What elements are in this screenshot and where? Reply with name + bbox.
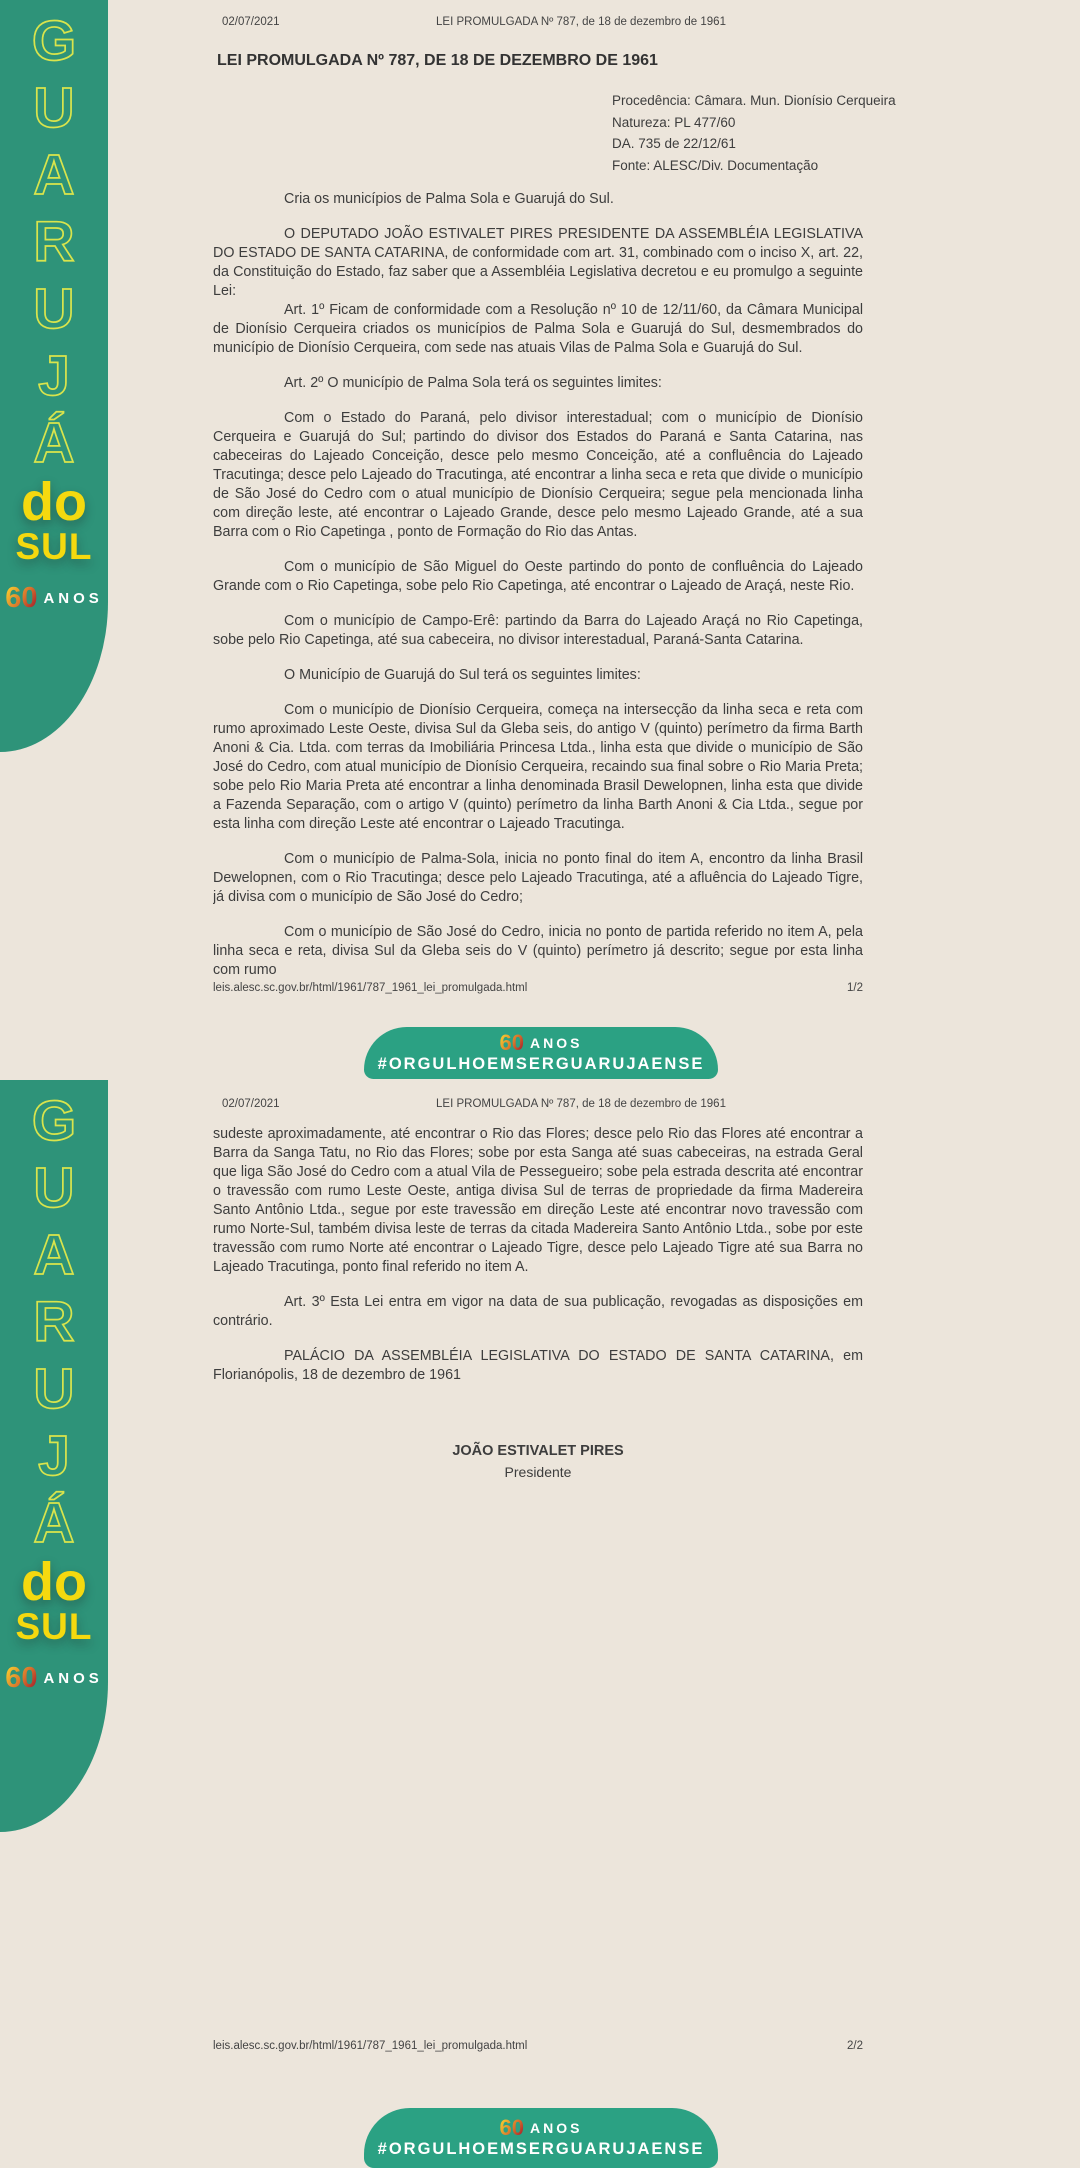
anos-60-logo <box>500 1032 583 1054</box>
outline-letter: A <box>33 1223 75 1287</box>
outline-letter: U <box>33 76 75 140</box>
law-text <box>213 1125 863 1385</box>
anos-60-logo <box>0 584 108 613</box>
print-header <box>213 16 949 28</box>
do-label: do <box>21 472 87 532</box>
header-title: LEI PROMULGADA Nº 787, de 18 de dezembro de 1961 <box>436 16 726 28</box>
metadata-line: DA. 735 de 22/12/61 <box>612 136 736 151</box>
signature-block <box>213 1441 863 1483</box>
print-header <box>213 1098 949 1110</box>
footer-page-number: 1/2 <box>847 982 863 994</box>
outline-letter: Á <box>33 1491 75 1555</box>
outline-letter: G <box>31 9 77 73</box>
outline-letter: U <box>33 1357 75 1421</box>
law-title: LEI PROMULGADA Nº 787, DE 18 DE DEZEMBRO DE 1961 <box>217 52 658 69</box>
body-paragraph: Com o município de Dionísio Cerqueira, começa na intersecção da linha seca e reta com rumo aproximado Leste Oeste, divisa Sul da Gleba seis, do antigo V (quinto) perímetro da firma Barth Anoni & Cia. Ltda. com terras da Imobiliária Princesa Ltda., linha esta que divide o município de São José do Cedro, com atual município de Dionísio Cerqueira, recaindo sua final sobre o Rio Maria Preta; sobe pelo Rio Maria Preta até encontrar a linha denominada Brasil Dewelopnen, linha esta que divide a Fazenda Separação, com o artigo V (quinto) perímetro da linha Barth Anoni & Cia Ltda., segue por esta linha com direção Leste até encontrar o Lajeado Tracutinga. <box>213 702 863 832</box>
sul-label: SUL <box>15 1606 93 1647</box>
outline-letter: R <box>33 1290 75 1354</box>
banner-hashtag: #ORGULHOEMSERGUARUJAENSE <box>377 2140 705 2158</box>
do-label: do <box>21 1552 87 1612</box>
header-title: LEI PROMULGADA Nº 787, de 18 de dezembro de 1961 <box>436 1098 726 1110</box>
metadata-line: Procedência: Câmara. Mun. Dionísio Cerqueira <box>612 93 896 108</box>
header-date: 02/07/2021 <box>222 1098 280 1110</box>
anos-60-logo <box>0 1664 108 1693</box>
number-60-icon: 60 <box>5 1662 38 1694</box>
outline-letter: J <box>38 344 70 408</box>
body-paragraph: O Município de Guarujá do Sul terá os seguintes limites: <box>284 667 641 683</box>
body-paragraph: PALÁCIO DA ASSEMBLÉIA LEGISLATIVA DO ESTADO DE SANTA CATARINA, em Florianópolis, 18 de dezembro de 1961 <box>213 1348 863 1383</box>
outline-letter: J <box>38 1424 70 1488</box>
number-60-icon: 60 <box>499 1030 525 1055</box>
guaruja-sidebar-band <box>0 0 108 752</box>
body-paragraph: Art. 3º Esta Lei entra em vigor na data de sua publicação, revogadas as disposições em contrário. <box>213 1294 863 1329</box>
outline-letter: A <box>33 143 75 207</box>
page-2-body <box>213 1125 863 1483</box>
law-text <box>213 225 863 980</box>
guaruja-sidebar-band <box>0 1080 108 1832</box>
anos-label: ANOS <box>530 1035 583 1051</box>
footer-url: leis.alesc.sc.gov.br/html/1961/787_1961_lei_promulgada.html <box>213 2040 528 2052</box>
body-paragraph: Art. 2º O município de Palma Sola terá os seguintes limites: <box>284 375 662 391</box>
document-page-2 <box>0 1080 1080 2160</box>
anos-label: ANOS <box>530 2120 583 2136</box>
number-60-icon: 60 <box>5 582 38 614</box>
body-paragraph: O DEPUTADO JOÃO ESTIVALET PIRES PRESIDENTE DA ASSEMBLÉIA LEGISLATIVA DO ESTADO DE SANTA CATARINA, de conformidade com art. 31, combinado com o inciso X, art. 22, da Constituição do Estado, faz saber que a Assembléia Legislativa decretou e eu promulgo a seguinte Lei: <box>213 226 863 299</box>
banner-hashtag: #ORGULHOEMSERGUARUJAENSE <box>377 1055 705 1073</box>
signature-name: JOÃO ESTIVALET PIRES <box>452 1443 624 1459</box>
anos-60-logo <box>500 2117 583 2139</box>
anos-hashtag-banner <box>364 1027 718 1079</box>
anos-label: ANOS <box>43 1670 103 1687</box>
body-paragraph: Com o município de São José do Cedro, inicia no ponto de partida referido no item A, pela linha seca e reta, divisa Sul da Gleba seis do V (quinto) perímetro já descrito; segue por esta linha com rumo <box>213 924 863 978</box>
footer-page-number: 2/2 <box>847 2040 863 2052</box>
print-footer <box>213 982 863 994</box>
body-paragraph: Com o Estado do Paraná, pelo divisor interestadual; com o município de Dionísio Cerqueira e Guarujá do Sul; partindo do divisor dos Estados do Paraná e Santa Catarina, nas cabeceiras do Lajeado Conceição, desce pelo mesmo Conceição, até a confluência do Lajeado Tracutinga; desce pelo Lajeado do Tracutinga, até encontrar a linha seca e reta que divide o município de São José do Cedro com o atual município de Dionísio Cerqueira; segue pela mencionada linha com direção leste, até encontrar o Lajeado Grande, desce pelo mesmo Lajeado Grande, até a sua Barra com o Rio Capetinga , ponto de Formação do Rio das Antas. <box>213 410 863 540</box>
signature-role: Presidente <box>504 1464 572 1480</box>
sul-label: SUL <box>15 526 93 567</box>
page-1-body <box>213 190 863 990</box>
print-footer <box>213 2040 863 2052</box>
guaruja-vertical-letters <box>0 1088 108 1557</box>
body-paragraph: Com o município de Palma-Sola, inicia no ponto final do item A, encontro da linha Brasil Dewelopnen, com o Rio Tracutinga; desce pelo Lajeado Tracutinga, até a afluência do Lajeado Tigre, já divisa com o município de São José do Cedro; <box>213 851 863 905</box>
outline-letter: G <box>31 1089 77 1153</box>
metadata-line: Natureza: PL 477/60 <box>612 114 736 130</box>
body-paragraph: Com o município de Campo-Erê: partindo da Barra do Lajeado Araçá no Rio Capetinga, sobe pelo Rio Capetinga, até sua cabeceira, no divisor interestadual, Paraná-Santa Catarina. <box>213 613 863 648</box>
footer-url: leis.alesc.sc.gov.br/html/1961/787_1961_lei_promulgada.html <box>213 982 528 994</box>
outline-letter: U <box>33 277 75 341</box>
body-paragraph: Art. 1º Ficam de conformidade com a Resolução nº 10 de 12/11/60, da Câmara Municipal de Dionísio Cerqueira criados os municípios de Palma Sola e Guarujá do Sul, desmembrados do município de Dionísio Cerqueira, com sede nas atuais Vilas de Palma Sola e Guarujá do Sul. <box>213 302 863 356</box>
outline-letter: R <box>33 210 75 274</box>
anos-label: ANOS <box>43 590 103 607</box>
metadata-line: Fonte: ALESC/Div. Documentação <box>612 157 819 173</box>
law-summary: Cria os municípios de Palma Sola e Guarujá do Sul. <box>284 191 614 207</box>
outline-letter: Á <box>33 411 75 475</box>
document-page-1 <box>0 0 1080 1080</box>
law-metadata <box>612 90 896 176</box>
body-paragraph: sudeste aproximadamente, até encontrar o Rio das Flores; desce pelo Rio das Flores até encontrar a Barra da Sanga Tatu, no Rio das Flores; sobe por esta Sanga até suas cabeceiras, na estrada Geral que liga São José do Cedro com a atual Vila de Pessegueiro; sobe pela estrada descrita até encontrar o travessão com rumo Leste Oeste, antiga divisa Sul de terras de propriedade da firma Madereira Santo Antônio Ltda., segue por este travessão em direção Leste até encontrar novo travessão com rumo Norte-Sul, também divisa leste de terras da citada Madereira Santo Antônio Ltda., sobe por este travessão com rumo Norte até encontrar o Lajeado Tigre, desce pelo Lajeado Tigre até sua Barra no Lajeado Tracutinga, ponto final referido no item A. <box>213 1126 863 1275</box>
outline-letter: U <box>33 1156 75 1220</box>
anos-hashtag-banner <box>364 2108 718 2168</box>
header-date: 02/07/2021 <box>222 16 280 28</box>
body-paragraph: Com o município de São Miguel do Oeste partindo do ponto de confluência do Lajeado Grande com o Rio Capetinga, sobe pelo Rio Capetinga, até encontrar o Lajeado de Araçá, neste Rio. <box>213 559 863 594</box>
guaruja-vertical-letters <box>0 8 108 477</box>
number-60-icon: 60 <box>499 2115 525 2140</box>
